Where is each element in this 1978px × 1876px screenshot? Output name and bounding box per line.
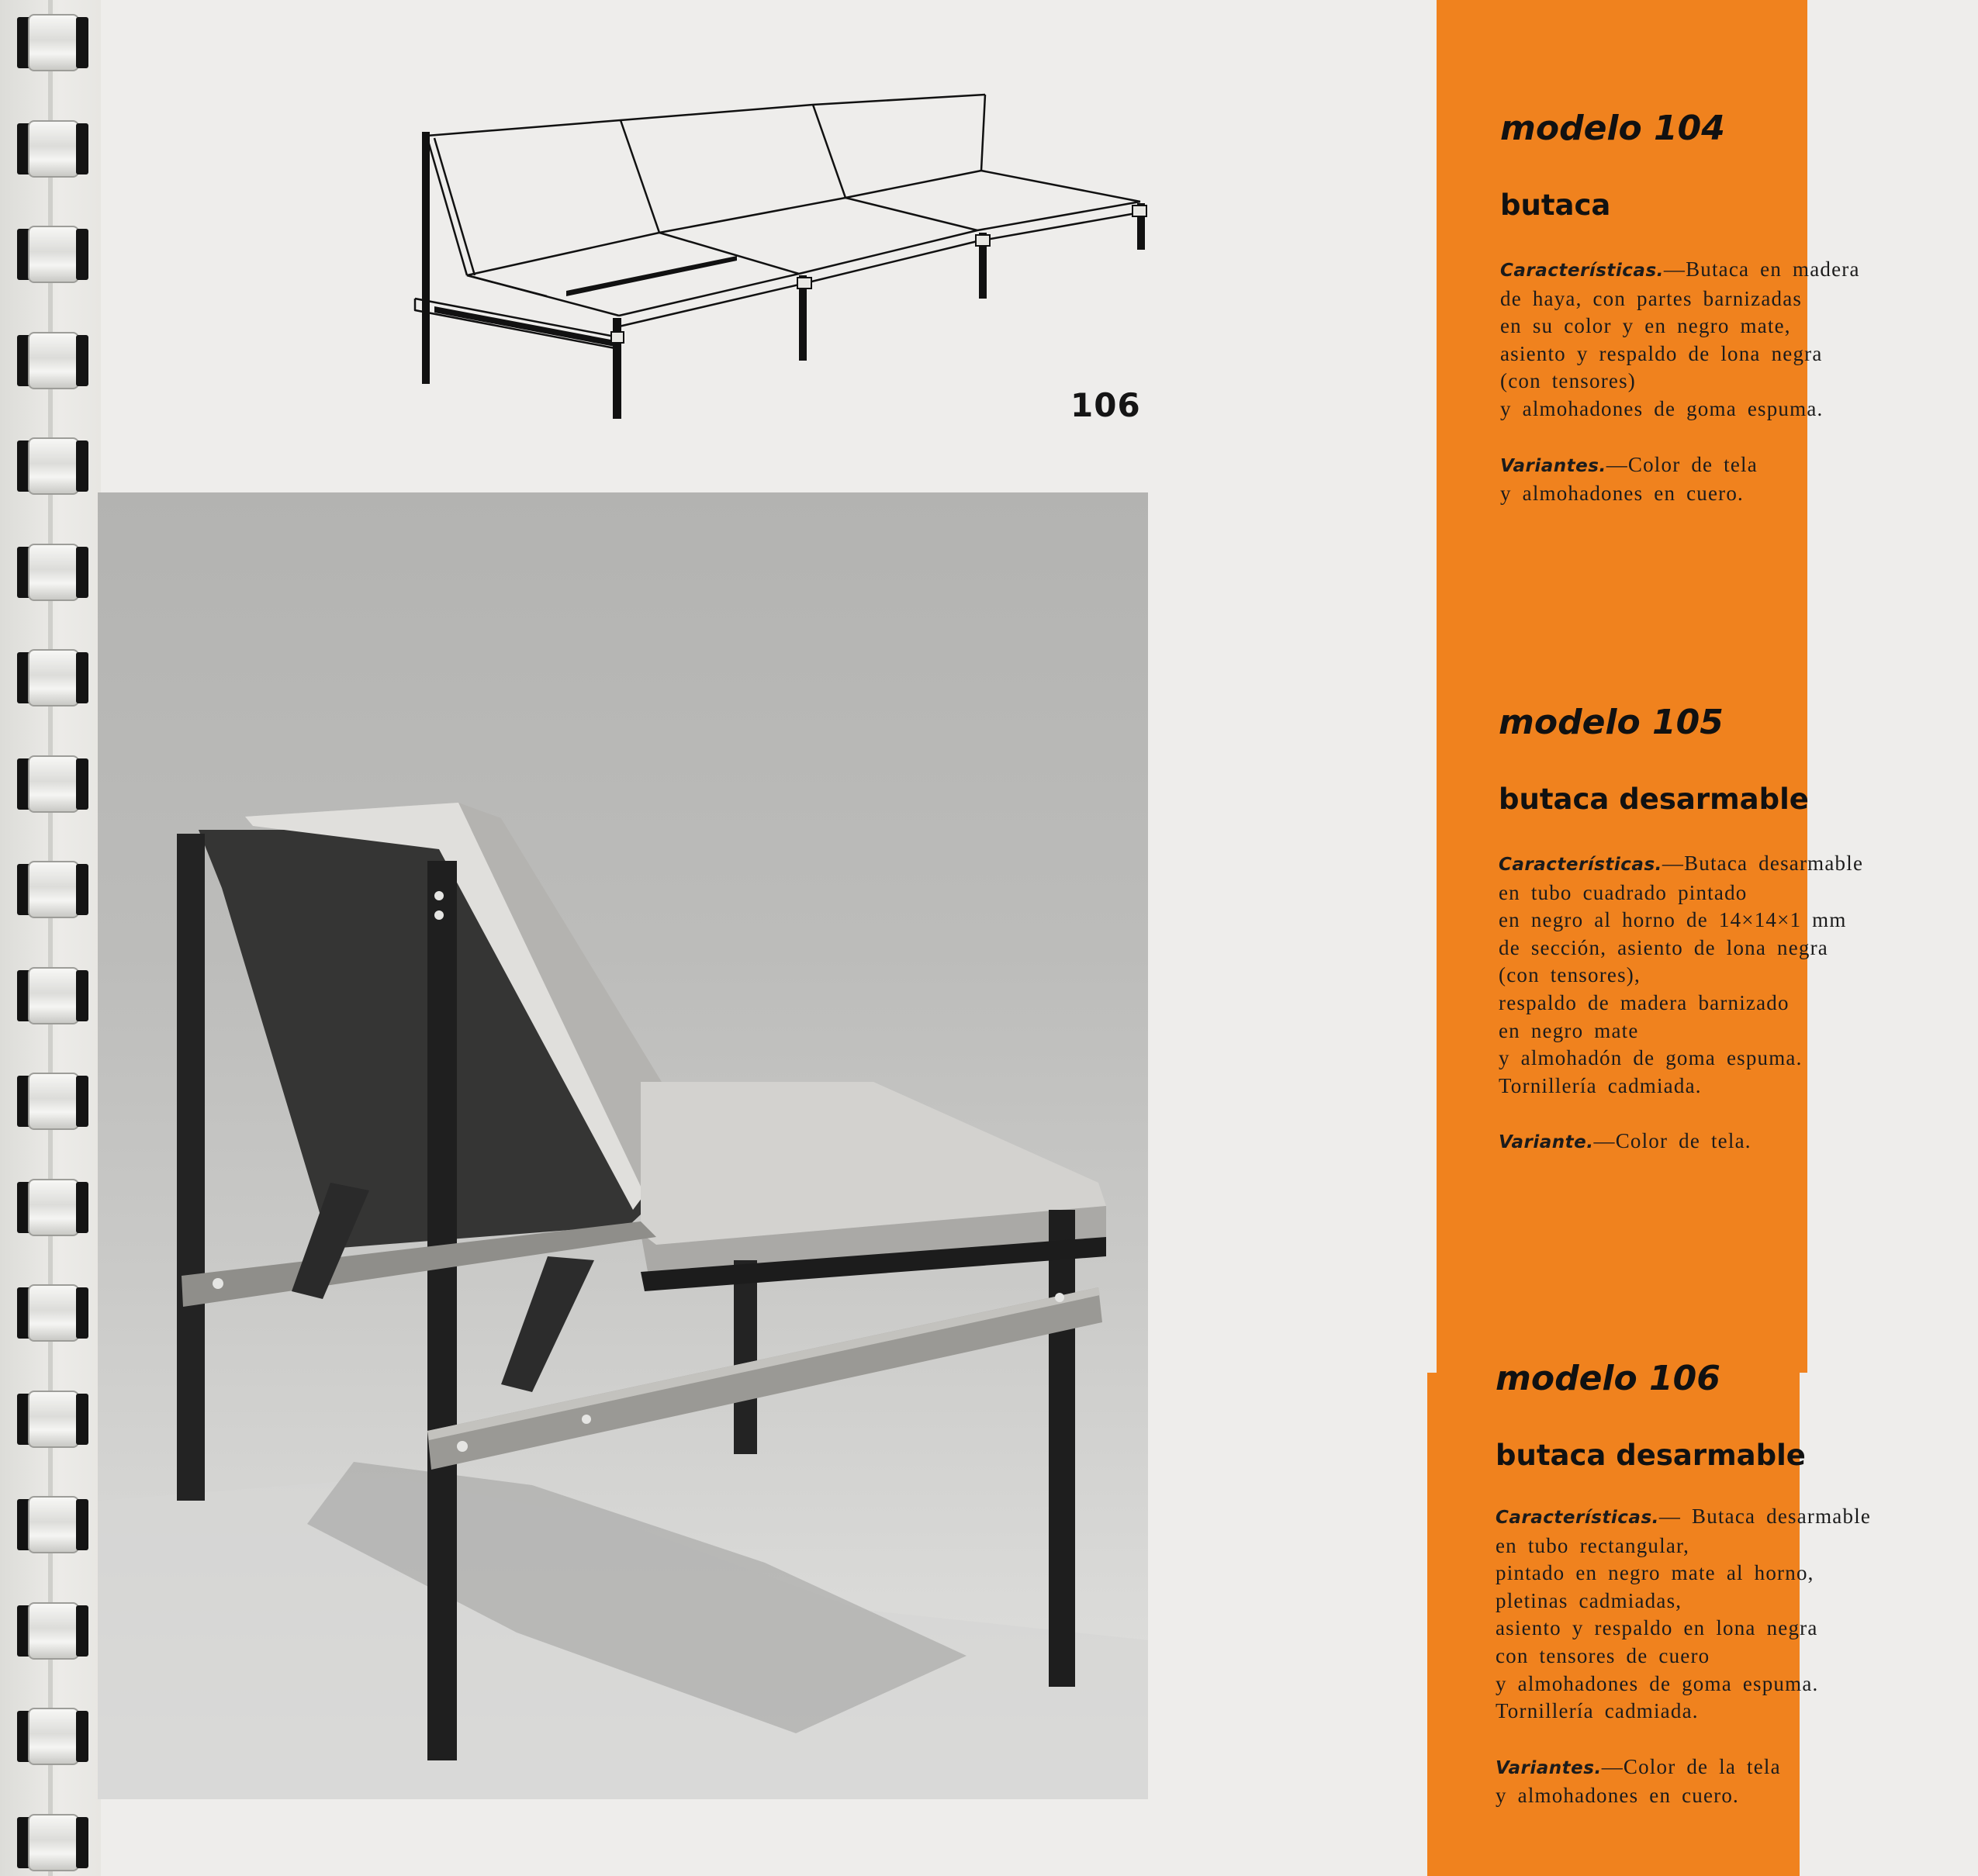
spec-line: respaldo de madera barnizado xyxy=(1499,990,1790,1014)
spec-line: asiento y respaldo de lona negra xyxy=(1500,341,1823,365)
binding-ring xyxy=(17,1602,88,1660)
binding-ring-part xyxy=(28,1073,79,1130)
binding-ring xyxy=(17,1179,88,1236)
spec-line: Tornillería cadmiada. xyxy=(1499,1073,1702,1097)
spec-line: (con tensores), xyxy=(1499,963,1641,987)
model-title: modelo 106 xyxy=(1496,1359,1720,1398)
features-label: Características. xyxy=(1499,855,1662,875)
binding-ring xyxy=(17,437,88,495)
binding-ring-part xyxy=(76,864,88,915)
binding-ring-part xyxy=(76,547,88,598)
figure-number: 106 xyxy=(1070,386,1141,424)
binding-ring xyxy=(17,967,88,1024)
binding-ring-part xyxy=(28,649,79,707)
features-label: Características. xyxy=(1500,261,1664,281)
binding-ring-part xyxy=(28,1496,79,1553)
binding-ring-part xyxy=(76,335,88,386)
spec-line: de sección, asiento de lona negra xyxy=(1499,935,1828,959)
model-104-section xyxy=(1500,109,1978,508)
spec-line: y almohadones de goma espuma. xyxy=(1496,1671,1819,1695)
binding-ring-part xyxy=(76,1499,88,1550)
spec-line: en negro al horno de 14×14×1 mm xyxy=(1499,908,1847,932)
model-specifications xyxy=(1496,1503,1978,1810)
binding-ring xyxy=(17,1284,88,1342)
spec-line: en negro mate xyxy=(1499,1018,1639,1042)
model-subtitle: butaca desarmable xyxy=(1496,1439,1806,1472)
binding-ring-part xyxy=(28,332,79,389)
binding-ring-part xyxy=(28,1602,79,1660)
spec-line: en tubo cuadrado pintado xyxy=(1499,880,1748,904)
binding-ring xyxy=(17,332,88,389)
variants-label: Variantes. xyxy=(1500,455,1606,476)
spec-line: —Butaca desarmable xyxy=(1662,852,1864,875)
binding-ring xyxy=(17,1391,88,1448)
spec-line: asiento y respaldo en lona negra xyxy=(1496,1616,1818,1640)
binding-ring-part xyxy=(28,1708,79,1765)
binding-ring xyxy=(17,1708,88,1765)
binding-ring xyxy=(17,755,88,813)
binding-ring-part xyxy=(76,1394,88,1445)
spec-line: —Color de tela xyxy=(1606,452,1758,476)
spec-line: —Color de tela. xyxy=(1593,1129,1751,1153)
model-subtitle: butaca xyxy=(1500,188,1611,222)
binding-ring-part xyxy=(76,758,88,810)
model-specifications xyxy=(1500,256,1978,508)
spec-line: y almohadones en cuero. xyxy=(1500,482,1745,506)
binding-ring-part xyxy=(28,755,79,813)
binding-ring-part xyxy=(28,861,79,918)
binding-ring xyxy=(17,649,88,707)
binding-ring-part xyxy=(28,1179,79,1236)
model-subtitle: butaca desarmable xyxy=(1499,783,1809,816)
binding-ring-part xyxy=(76,1182,88,1233)
chair-photograph xyxy=(98,492,1148,1799)
binding-ring-part xyxy=(28,437,79,495)
binding-ring xyxy=(17,544,88,601)
spec-line: con tensores de cuero xyxy=(1496,1643,1710,1667)
model-specifications xyxy=(1499,850,1978,1157)
binding-ring-part xyxy=(28,14,79,71)
spec-line: de haya, con partes barnizadas xyxy=(1500,286,1803,310)
binding-ring-part xyxy=(28,226,79,283)
model-105-section xyxy=(1499,703,1978,1157)
spec-line: —Color de la tela xyxy=(1601,1754,1781,1778)
binding-ring xyxy=(17,1814,88,1871)
binding-ring xyxy=(17,1073,88,1130)
model-title: modelo 105 xyxy=(1499,703,1724,742)
binding-ring xyxy=(17,1496,88,1553)
model-106-section xyxy=(1496,1359,1978,1810)
binding-ring-part xyxy=(76,1287,88,1339)
features-label: Características. xyxy=(1496,1508,1659,1528)
spec-line: y almohadón de goma espuma. xyxy=(1499,1046,1803,1070)
binding-ring-part xyxy=(76,123,88,174)
sofa-line-drawing xyxy=(411,85,1156,434)
binding-ring-part xyxy=(28,120,79,178)
spec-line: pletinas cadmiadas, xyxy=(1496,1588,1682,1612)
model-title: modelo 104 xyxy=(1500,109,1725,148)
binding-ring-part xyxy=(76,229,88,280)
binding-ring-part xyxy=(76,1076,88,1127)
binding-ring-part xyxy=(28,1391,79,1448)
spec-line: — Butaca desarmable xyxy=(1658,1505,1872,1528)
binding-ring xyxy=(17,226,88,283)
binding-ring-part xyxy=(76,1711,88,1762)
spec-line: y almohadones en cuero. xyxy=(1496,1784,1740,1808)
binding-ring-part xyxy=(28,967,79,1024)
spec-line: en su color y en negro mate, xyxy=(1500,314,1791,338)
binding-ring xyxy=(17,861,88,918)
spec-line: Tornillería cadmiada. xyxy=(1496,1699,1699,1723)
binding-ring-part xyxy=(76,970,88,1021)
variants-label: Variante. xyxy=(1499,1132,1594,1153)
spiral-binding xyxy=(0,0,101,1876)
binding-ring-part xyxy=(76,440,88,492)
binding-ring-part xyxy=(76,1605,88,1657)
binding-ring-part xyxy=(28,1284,79,1342)
spec-line: y almohadones de goma espuma. xyxy=(1500,396,1824,420)
spec-line: pintado en negro mate al horno, xyxy=(1496,1561,1814,1585)
binding-ring-part xyxy=(76,17,88,68)
binding-ring-part xyxy=(76,1817,88,1868)
spec-line: en tubo rectangular, xyxy=(1496,1533,1690,1557)
spec-line: (con tensores) xyxy=(1500,369,1636,393)
binding-ring xyxy=(17,14,88,71)
binding-ring-part xyxy=(28,544,79,601)
binding-ring-part xyxy=(76,652,88,703)
binding-ring-part xyxy=(28,1814,79,1871)
binding-ring xyxy=(17,120,88,178)
variants-label: Variantes. xyxy=(1496,1757,1602,1778)
spec-line: —Butaca en madera xyxy=(1663,257,1860,281)
